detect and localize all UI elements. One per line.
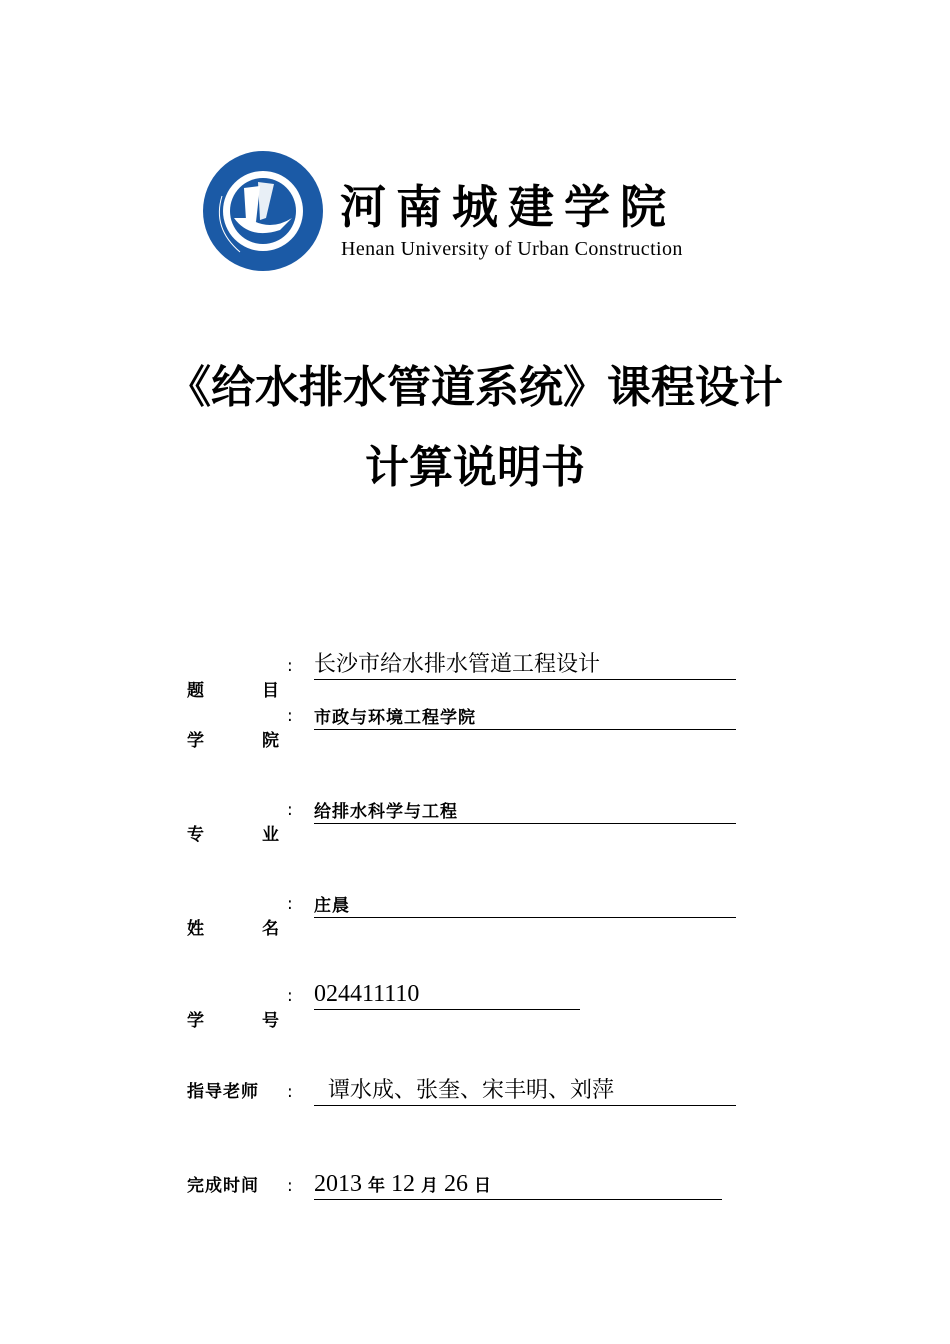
document-title-line1: 《给水排水管道系统》课程设计 (167, 362, 783, 413)
label-char: 目 (262, 681, 279, 701)
field-colon: : (287, 706, 293, 726)
field-college (187, 700, 737, 751)
date-day: 26 (444, 1171, 468, 1197)
date-text (314, 1171, 491, 1198)
college-value (314, 701, 736, 730)
label-char: 号 (262, 1011, 279, 1031)
date-value (314, 1171, 722, 1200)
date-day-unit: 日 (474, 1176, 491, 1196)
topic-text: 长沙市给水排水管道工程设计 (314, 652, 601, 677)
student-id-value (314, 981, 580, 1010)
label-char: 姓 (187, 919, 204, 939)
name-value (314, 889, 736, 918)
label-char: 专 (187, 825, 204, 845)
label-char: 学 (187, 1011, 204, 1031)
label-char: 题 (187, 681, 204, 701)
field-student-id (187, 980, 737, 1031)
field-colon: : (287, 800, 293, 820)
field-date (187, 1170, 737, 1202)
field-label: 完成时间 (187, 1176, 259, 1196)
name-text: 庄晨 (314, 896, 350, 916)
major-text: 给排水科学与工程 (314, 802, 458, 822)
advisors-value (314, 1077, 736, 1106)
field-colon: : (287, 656, 293, 676)
date-month: 12 (391, 1171, 415, 1197)
school-seal-icon (200, 148, 326, 274)
field-topic (187, 650, 737, 701)
field-colon: : (287, 1176, 293, 1196)
school-name-en: Henan University of Urban Construction (341, 238, 683, 260)
date-year-unit: 年 (368, 1176, 385, 1196)
major-value (314, 795, 736, 824)
school-name-cn: 河南城建学院 (340, 180, 676, 234)
advisors-text: 谭水成、张奎、宋丰明、刘萍 (328, 1078, 615, 1103)
label-char: 学 (187, 731, 204, 751)
date-year: 2013 (314, 1171, 362, 1197)
topic-value (314, 651, 736, 680)
date-month-unit: 月 (421, 1176, 438, 1196)
college-text: 市政与环境工程学院 (314, 708, 476, 728)
field-label: 指导老师 (187, 1082, 259, 1102)
field-major (187, 794, 737, 845)
label-char: 业 (262, 825, 279, 845)
field-colon: : (287, 1082, 293, 1102)
document-title-line2: 计算说明书 (365, 442, 585, 493)
school-logo (200, 148, 760, 276)
student-id-text: 024411110 (314, 981, 420, 1007)
field-colon: : (287, 894, 293, 914)
field-advisors (187, 1076, 737, 1108)
label-char: 院 (262, 731, 279, 751)
field-name (187, 888, 737, 939)
label-char: 名 (262, 919, 279, 939)
field-colon: : (287, 986, 293, 1006)
